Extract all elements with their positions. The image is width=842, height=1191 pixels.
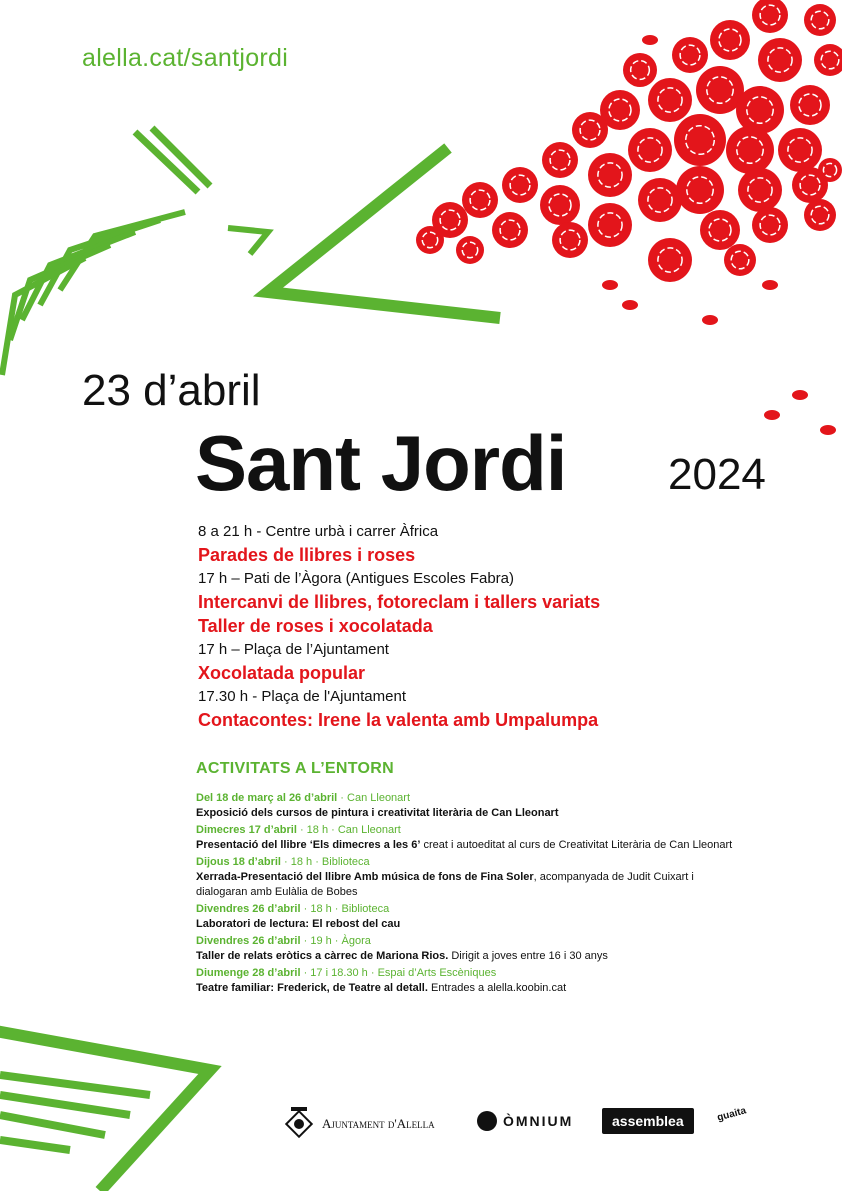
rose xyxy=(710,20,750,60)
rose xyxy=(588,153,632,197)
event-info: · 17 i 18.30 h · Espai d’Arts Escèniques xyxy=(300,967,497,979)
petal xyxy=(702,315,718,325)
rose xyxy=(758,38,802,82)
coat-of-arms-icon xyxy=(282,1107,316,1141)
petal xyxy=(642,35,658,45)
rose xyxy=(778,128,822,172)
event-details: Dirigit a joves entre 16 i 30 anys xyxy=(448,950,608,962)
event-info: · 18 h · Biblioteca xyxy=(300,903,390,915)
event-date: Del 18 de març al 26 d’abril xyxy=(196,792,338,804)
event-header xyxy=(196,855,736,870)
rose xyxy=(572,112,608,148)
event-title: Taller de relats eròtics a càrrec de Mariona Rios. xyxy=(196,950,449,962)
event-title: Teatre familiar: Frederick, de Teatre al detall. xyxy=(196,982,428,994)
program-activity: Xocolatada popular xyxy=(198,663,366,683)
main-program xyxy=(198,520,818,732)
event-info: · Can Lleonart xyxy=(337,792,411,804)
event-title: Xerrada-Presentació del llibre Amb música de fons de Fina Soler xyxy=(196,871,534,883)
program-time-place: 17 h – Plaça de l’Ajuntament xyxy=(198,641,389,658)
rose xyxy=(648,238,692,282)
rose xyxy=(588,203,632,247)
rose xyxy=(804,199,836,231)
event-description xyxy=(196,870,736,900)
petal xyxy=(792,390,808,400)
rose xyxy=(738,168,782,212)
program-time-place: 17 h – Pati de l’Àgora (Antigues Escoles Fabra) xyxy=(198,570,515,587)
event-year: 2024 xyxy=(668,450,766,499)
rose xyxy=(462,182,498,218)
event-date: Dimecres 17 d’abril xyxy=(196,824,297,836)
events-list xyxy=(196,791,736,998)
rose xyxy=(540,185,580,225)
event-header xyxy=(196,934,736,949)
petal xyxy=(764,410,780,420)
petal xyxy=(762,280,778,290)
event-details: Entrades a alella.koobin.cat xyxy=(427,982,567,994)
page-title: Sant Jordi xyxy=(195,419,567,507)
event-date: Divendres 26 d’abril xyxy=(196,903,301,915)
rose xyxy=(623,53,657,87)
event-date: Divendres 26 d’abril xyxy=(196,935,301,947)
rose xyxy=(724,244,756,276)
rose xyxy=(814,44,842,76)
event-details: creat i autoeditat al curs de Creativitat Literària de Can Lleonart xyxy=(420,839,733,851)
event-description xyxy=(196,917,736,932)
omnium-icon xyxy=(477,1111,497,1131)
program-time-place: 17.30 h - Plaça de l'Ajuntament xyxy=(198,688,406,705)
event-title: Laboratori de lectura: El rebost del cau xyxy=(196,918,401,930)
event-info: · 19 h · Àgora xyxy=(300,935,371,947)
event-description xyxy=(196,949,736,964)
rose xyxy=(700,210,740,250)
program-activity: Taller de roses i xocolatada xyxy=(198,616,433,636)
guaita-logo: guaita xyxy=(716,1105,748,1124)
ajuntament-logo xyxy=(282,1107,435,1141)
event-info: · 18 h · Biblioteca xyxy=(280,856,370,868)
program-activity: Parades de llibres i roses xyxy=(198,545,416,565)
assemblea-logo: assemblea xyxy=(602,1108,694,1134)
petal xyxy=(602,280,618,290)
rose xyxy=(674,114,726,166)
program-time-place: 8 a 21 h - Centre urbà i carrer Àfrica xyxy=(198,523,439,540)
program-activity: Intercanvi de llibres, fotoreclam i tallers variats xyxy=(198,592,601,612)
section-title: ACTIVITATS A L’ENTORN xyxy=(196,760,395,777)
event-header xyxy=(196,791,736,806)
event-title: Exposició dels cursos de pintura i creativitat literària de Can Lleonart xyxy=(196,807,559,819)
event-date: Dijous 18 d’abril xyxy=(196,856,281,868)
event-date: Diumenge 28 d’abril xyxy=(196,967,301,979)
event-header xyxy=(196,966,736,981)
rose xyxy=(818,158,842,182)
event-details: , acompanyada de Judit Cuixart i dialogaran amb Eulàlia de Bobes xyxy=(196,871,694,898)
rose xyxy=(628,128,672,172)
sponsor-logos xyxy=(282,1103,762,1147)
event-header xyxy=(196,823,736,838)
omnium-logo xyxy=(477,1111,573,1131)
rose xyxy=(676,166,724,214)
rose xyxy=(416,226,444,254)
ajuntament-label: Ajuntament d'Alella xyxy=(322,1116,435,1131)
petal xyxy=(622,300,638,310)
rose xyxy=(542,142,578,178)
rose xyxy=(456,236,484,264)
event-title: Presentació del llibre ‘Els dimecres a les 6’ xyxy=(196,839,421,851)
petal xyxy=(820,425,836,435)
website-url[interactable]: alella.cat/santjordi xyxy=(82,44,289,72)
rose xyxy=(492,212,528,248)
omnium-label: ÒMNIUM xyxy=(503,1113,574,1129)
rose xyxy=(804,4,836,36)
event-header xyxy=(196,902,736,917)
rose xyxy=(502,167,538,203)
rose xyxy=(552,222,588,258)
event-info: · 18 h · Can Lleonart xyxy=(296,824,401,836)
rose xyxy=(638,178,682,222)
event-description xyxy=(196,806,736,821)
event-description xyxy=(196,838,736,853)
program-activity: Contacontes: Irene la valenta amb Umpalumpa xyxy=(198,710,599,730)
rose xyxy=(648,78,692,122)
event-date: 23 d’abril xyxy=(82,366,261,415)
rose xyxy=(672,37,708,73)
event-description xyxy=(196,981,736,996)
rose xyxy=(736,86,784,134)
rose xyxy=(752,207,788,243)
roses-illustration xyxy=(416,0,842,435)
rose xyxy=(790,85,830,125)
rose xyxy=(726,126,774,174)
